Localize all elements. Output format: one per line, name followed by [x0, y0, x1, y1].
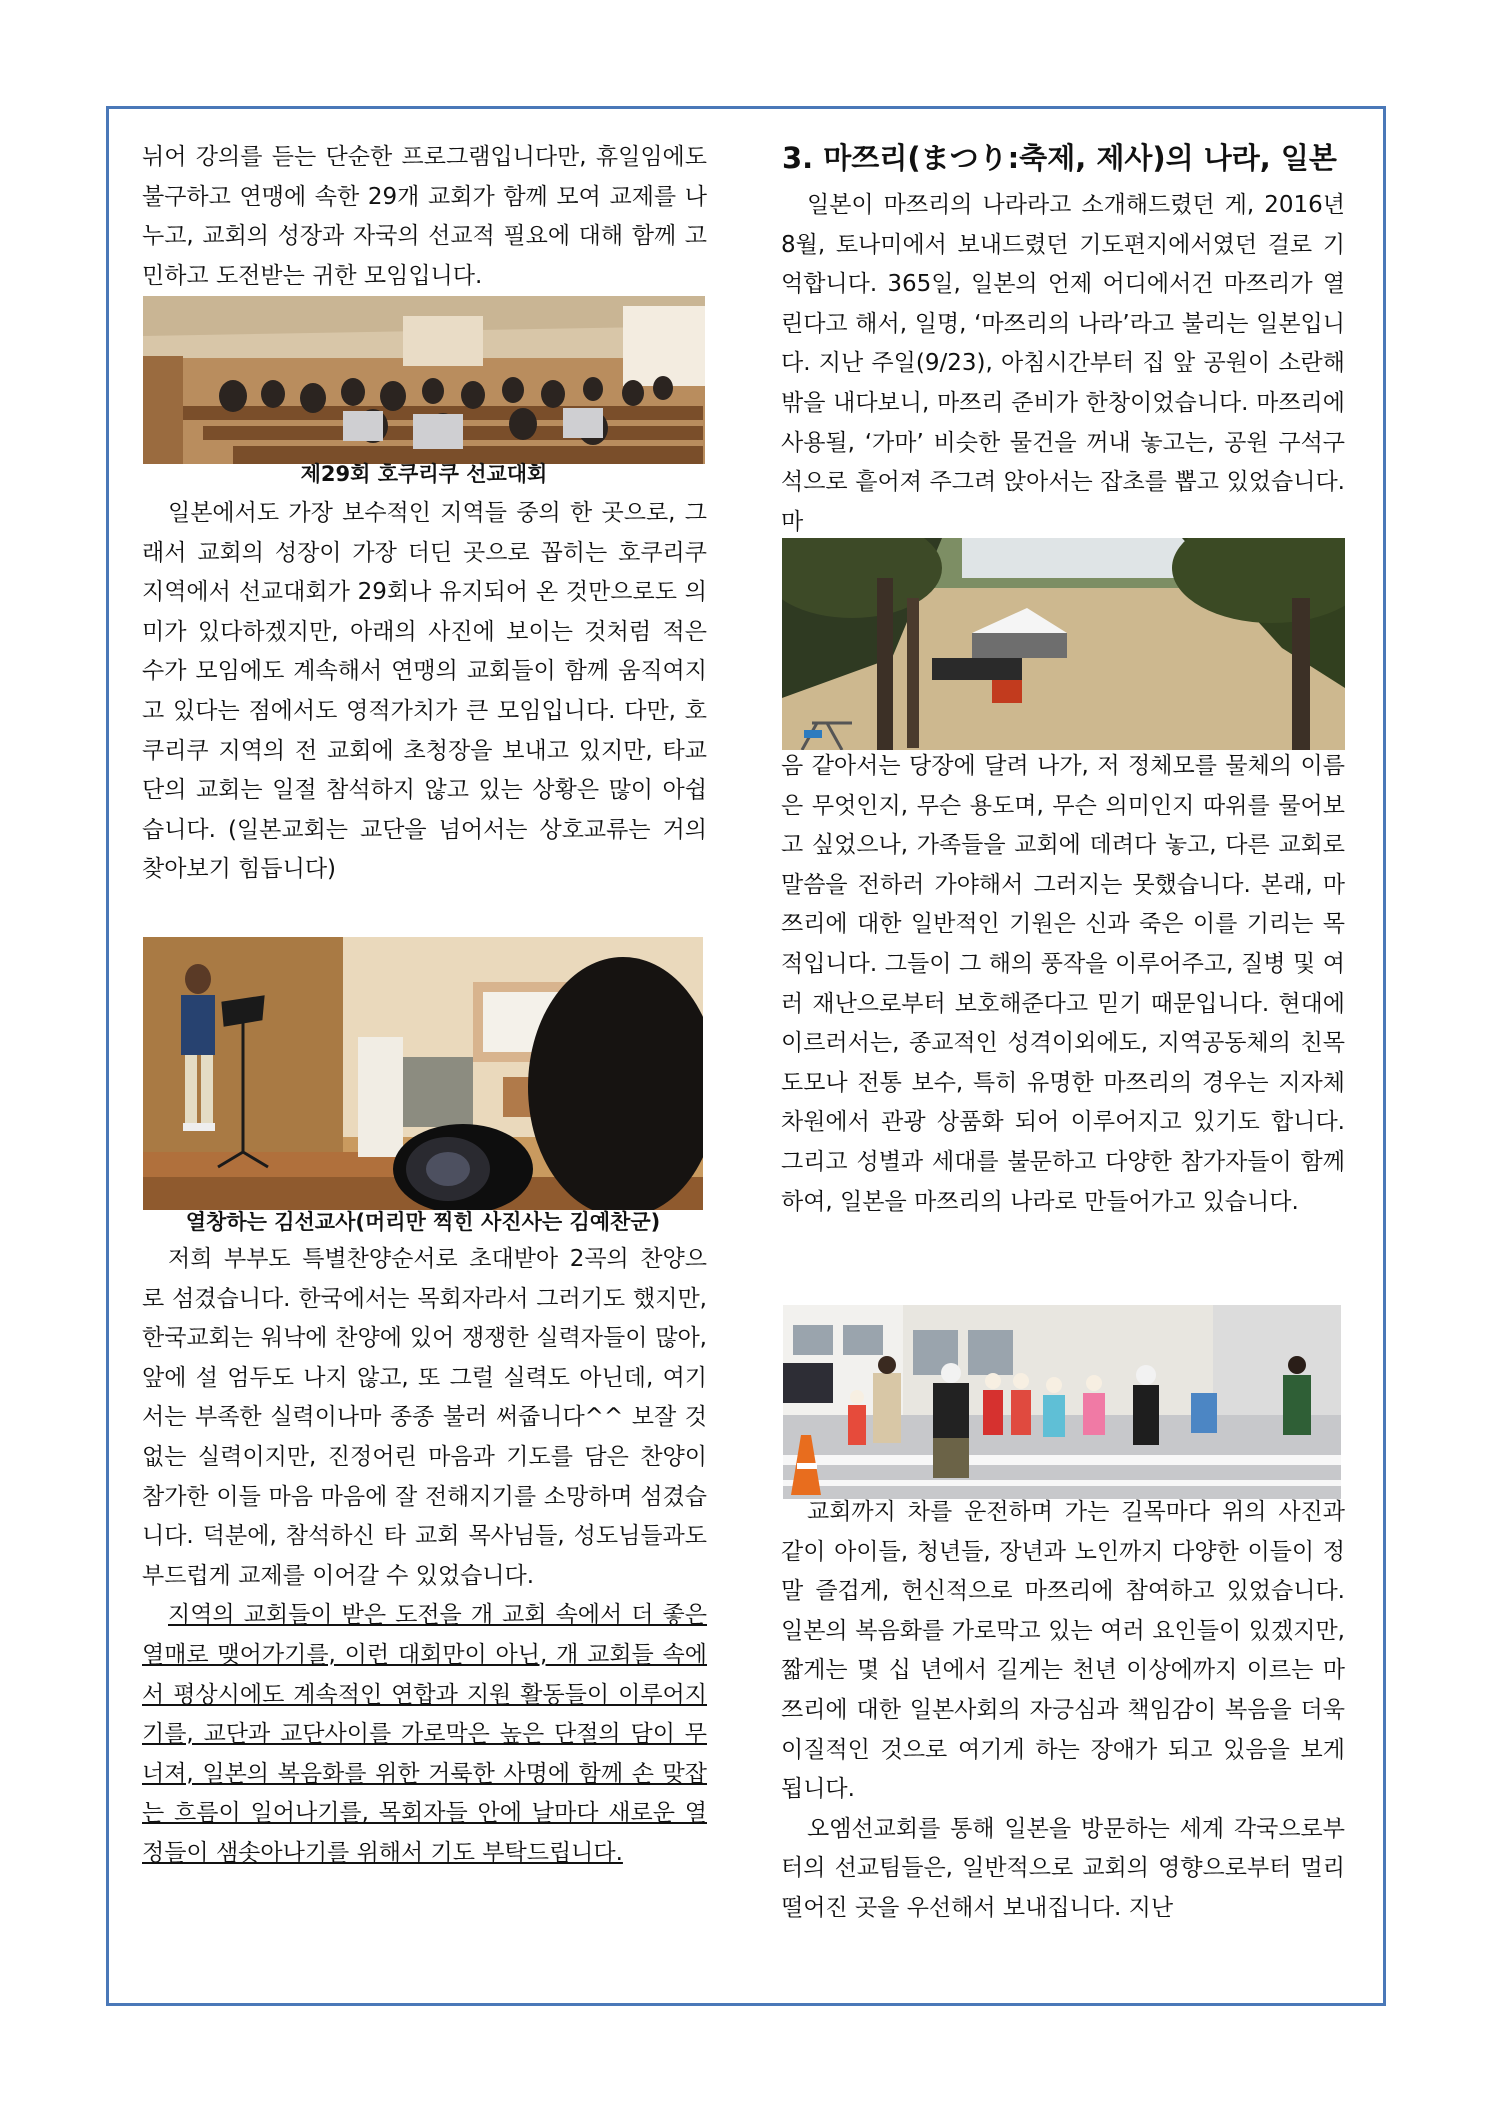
left-paragraph-2: 일본에서도 가장 보수적인 지역들 중의 한 곳으로, 그래서 교회의 성장이 가장 더딘 곳으로 꼽히는 호쿠리쿠 지역에서 선교대회가 29회나 유지되어 온 것만으로도 의미가 있다하겠지만, 아래의 사진에 보이는 것처럼 적은 수가 모임에도 계속해서 연맹의 교회들이 함께 움직여지고 있다는 점에서도 영적가치가 큰 모임입니다. 다만, 호쿠리쿠 지역의 전 교회에 초청장을 보내고 있지만, 타교단의 교회는 일절 참석하지 않고 있는 상황은 많이 아쉽습니다. (일본교회는 교단을 넘어서는 상호교류는 거의 찾아보기 힘듭니다) [142, 500, 707, 883]
left-column-top [142, 138, 707, 296]
section-heading: 3. 마쯔리(まつり:축제, 제사)의 나라, 일본 [782, 141, 1337, 175]
photo-park-festival-prep [782, 538, 1345, 750]
right-paragraph-3: 교회까지 차를 운전하며 가는 길목마다 위의 사진과 같이 아이들, 청년들, 장년과 노인까지 다양한 이들이 정말 즐겁게, 헌신적으로 마쯔리에 참여하고 있었습니다. 일본의 복음화를 가로막고 있는 여러 요인들이 있겠지만, 짧게는 몇 십 년에서 길게는 천년 이상에까지 이르는 마쯔리에 대한 일본사회의 자긍심과 책임감이 복음을 더욱 이질적인 것으로 여기게 하는 장애가 되고 있음을 보게 됩니다. [781, 1499, 1345, 1803]
left-paragraph-1: 뉘어 강의를 듣는 단순한 프로그램입니다만, 휴일임에도 불구하고 연맹에 속한 29개 교회가 함께 모여 교제를 나누고, 교회의 성장과 자국의 선교적 필요에 대해 함께 고민하고 도전받는 귀한 모임입니다. [142, 144, 707, 289]
photo-festival-children [783, 1305, 1341, 1499]
left-column-bottom [142, 1240, 707, 1874]
right-paragraph-4: 오엠선교회를 통해 일본을 방문하는 세계 각국으로부터의 선교팀들은, 일반적으로 교회의 영향으로부터 멀리 떨어진 곳을 우선해서 보내집니다. 지난 [781, 1815, 1345, 1921]
right-column-middle [781, 747, 1345, 1222]
prayer-request-paragraph: 지역의 교회들이 받은 도전을 개 교회 속에서 더 좋은 열매로 맺어가기를, 이런 대회만이 아닌, 개 교회들 속에서 평상시에도 계속적인 연합과 지원 활동들이 이루어지기를, 교단과 교단사이를 가로막은 높은 단절의 담이 무너져, 일본의 복음화를 위한 거룩한 사명에 함께 손 맞잡는 흐름이 일어나기를, 목회자들 안에 날마다 새로운 열정들이 샘솟아나기를 위해서 기도 부탁드립니다. [142, 1602, 707, 1866]
right-paragraph-2: 음 같아서는 당장에 달려 나가, 저 정체모를 물체의 이름은 무엇인지, 무슨 용도며, 무슨 의미인지 따위를 물어보고 싶었으나, 가족들을 교회에 데려다 놓고, 다른 교회로 말씀을 전하러 가야해서 그러지는 못했습니다. 본래, 마쯔리에 대한 일반적인 기원은 신과 죽은 이를 기리는 목적입니다. 그들이 그 해의 풍작을 이루어주고, 질병 및 여러 재난으로부터 보호해준다고 믿기 때문입니다. 현대에 이르러서는, 종교적인 성격이외에도, 지역공동체의 친목도모나 전통 보수, 특히 유명한 마쯔리의 경우는 지자체 차원에서 관광 상품화 되어 이루어지고 있기도 합니다. 그리고 성별과 세대를 불문하고 다양한 참가자들이 함께하여, 일본을 마쯔리의 나라로 만들어가고 있습니다. [781, 753, 1345, 1215]
right-paragraph-1: 일본이 마쯔리의 나라라고 소개해드렸던 게, 2016년 8월, 토나미에서 보내드렸던 기도편지에서였던 걸로 기억합니다. 365일, 일본의 언제 어디에서건 마쯔리가 열린다고 해서, 일명, ‘마쯔리의 나라’라고 불리는 일본입니다. 지난 주일(9/23), 아침시간부터 집 앞 공원이 소란해 밖을 내다보니, 마쯔리 준비가 한창이었습니다. 마쯔리에 사용될, ‘가마’ 비슷한 물건을 꺼내 놓고는, 공원 구석구석으로 흩어져 주그려 앉아서는 잡초를 뽑고 있었습니다. 마 [781, 192, 1345, 535]
photo-2-caption: 열창하는 김선교사(머리만 찍힌 사진사는 김예찬군) [185, 1210, 661, 1234]
photo-mission-conference [143, 296, 705, 464]
photo-1-caption: 제29회 호쿠리쿠 선교대회 [300, 462, 548, 486]
right-column-bottom [781, 1493, 1345, 1929]
right-column-top [781, 186, 1345, 542]
left-column-middle [142, 494, 707, 890]
left-paragraph-3: 저희 부부도 특별찬양순서로 초대받아 2곡의 찬양으로 섬겼습니다. 한국에서는 목회자라서 그러기도 했지만, 한국교회는 워낙에 찬양에 있어 쟁쟁한 실력자들이 많아, 앞에 설 엄두도 나지 않고, 또 그럴 실력도 아닌데, 여기서는 부족한 실력이나마 종종 불러 써줍니다^^ 보잘 것 없는 실력이지만, 진정어린 마음과 기도를 담은 찬양이 참가한 이들 마음 마음에 잘 전해지기를 소망하며 섬겼습니다. 덕분에, 참석하신 타 교회 목사님들, 성도님들과도 부드럽게 교제를 이어갈 수 있었습니다. [142, 1246, 707, 1589]
photo-singing-missionary [143, 937, 703, 1210]
